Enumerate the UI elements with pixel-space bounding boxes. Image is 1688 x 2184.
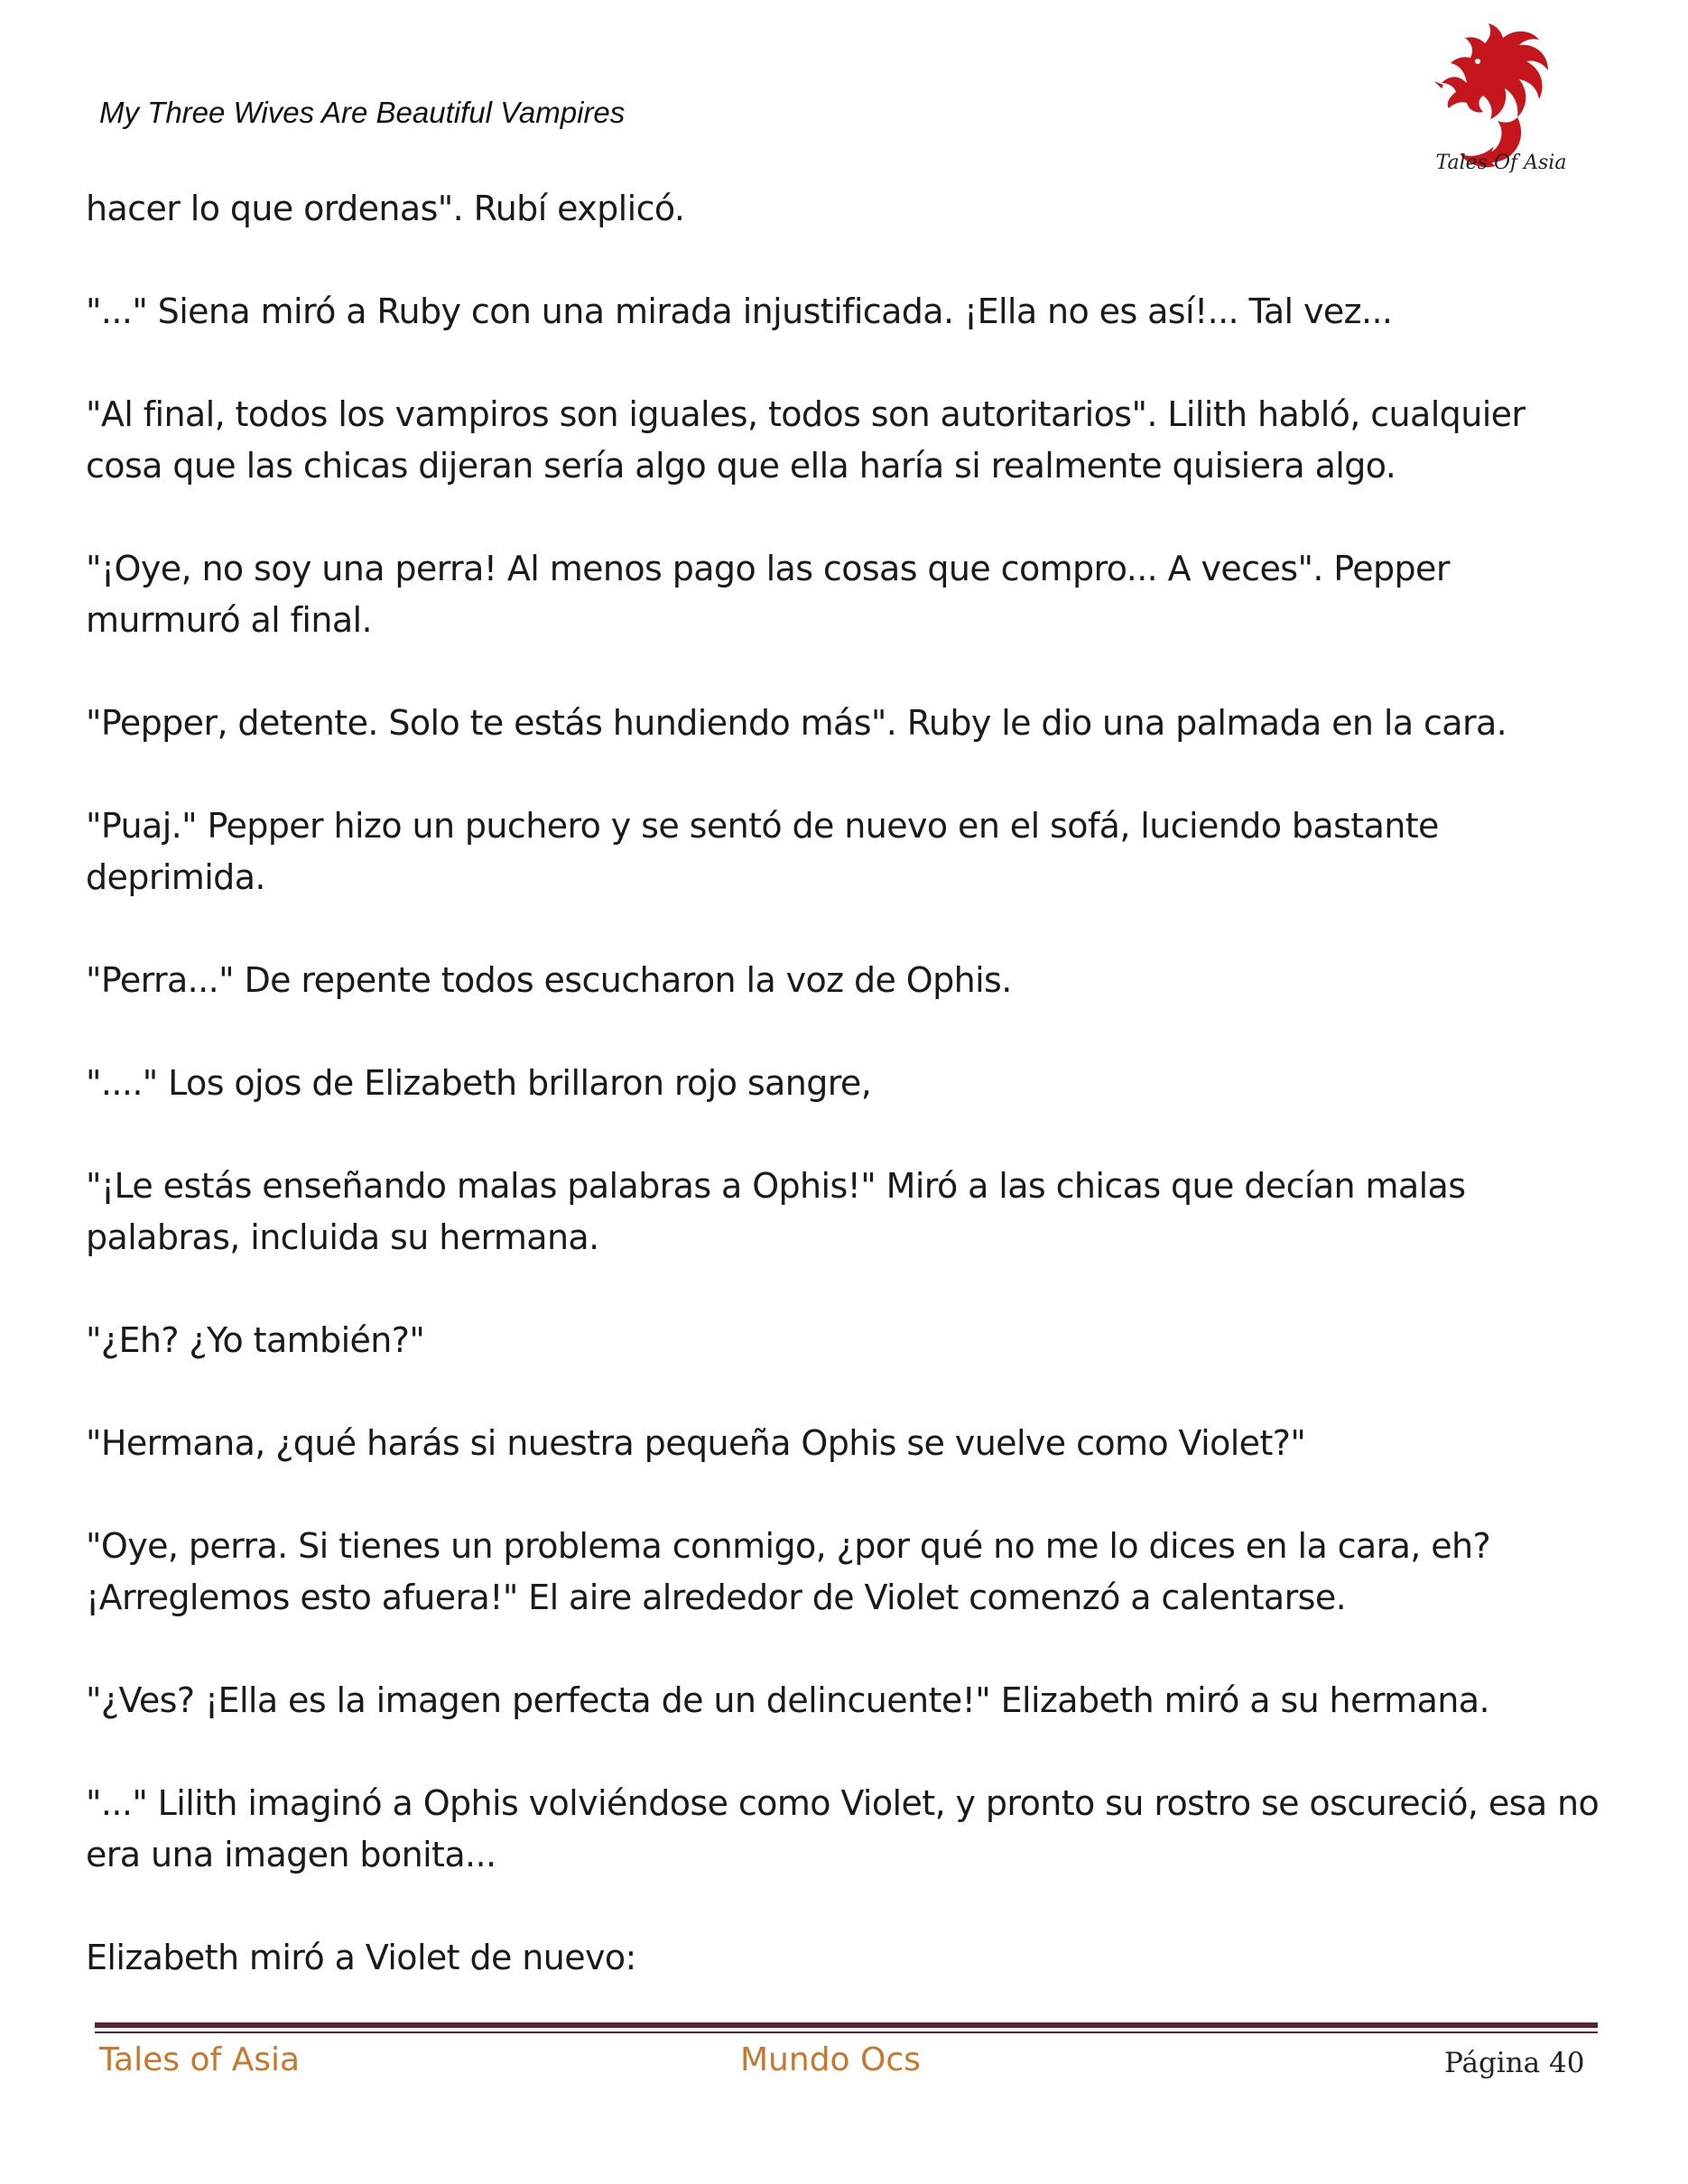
paragraph: "..." Siena miró a Ruby con una mirada injustificada. ¡Ella no es así!... Tal vez... (86, 292, 1393, 331)
paragraph: "Perra..." De repente todos escucharon la voz de Ophis. (86, 960, 1012, 1000)
paragraph: "Puaj." Pepper hizo un puchero y se sentó de nuevo en el sofá, luciendo bastante deprimida. (86, 806, 1439, 897)
paragraph: "Al final, todos los vampiros son iguales, todos son autoritarios". Lilith habló, cualquier cosa que las chicas dijeran sería algo que ella haría si realmente quisiera algo. (86, 394, 1526, 486)
logo-caption: Tales Of Asia (1435, 152, 1567, 174)
footer-publisher: Tales of Asia (99, 2041, 301, 2078)
paragraph: "¿Eh? ¿Yo también?" (86, 1320, 425, 1360)
paragraph: "Oye, perra. Si tienes un problema conmigo, ¿por qué no me lo dices en la cara, eh? ¡Arreglemos esto afuera!" El aire alrededor de Violet comenzó a calentarse. (86, 1526, 1491, 1617)
paragraph: "Pepper, detente. Solo te estás hundiendo más". Ruby le dio una palmada en la cara. (86, 703, 1507, 743)
paragraph: "¡Oye, no soy una perra! Al menos pago las cosas que compro... A veces". Pepper murmuró al final. (86, 549, 1450, 640)
chapter-body (86, 183, 1602, 1984)
paragraph: "¡Le estás enseñando malas palabras a Ophis!" Miró a las chicas que decían malas palabras, incluida su hermana. (86, 1166, 1466, 1257)
paragraph: "Hermana, ¿qué harás si nuestra pequeña Ophis se vuelve como Violet?" (86, 1423, 1306, 1463)
footer-divider (95, 2022, 1598, 2028)
paragraph: Elizabeth miró a Violet de nuevo: (86, 1938, 636, 1977)
page-number: Página 40 (1444, 2047, 1585, 2079)
paragraph: "...." Los ojos de Elizabeth brillaron rojo sangre, (86, 1063, 872, 1103)
book-title: My Three Wives Are Beautiful Vampires (99, 96, 626, 129)
footer-site: Mundo Ocs (740, 2041, 921, 2078)
paragraph: "..." Lilith imaginó a Ophis volviéndose como Violet, y pronto su rostro se oscureció, esa no era una imagen bonita... (86, 1783, 1600, 1874)
footer-divider-thin (95, 2031, 1598, 2033)
paragraph: hacer lo que ordenas". Rubí explicó. (86, 189, 685, 228)
paragraph: "¿Ves? ¡Ella es la imagen perfecta de un delincuente!" Elizabeth miró a su hermana. (86, 1680, 1489, 1720)
